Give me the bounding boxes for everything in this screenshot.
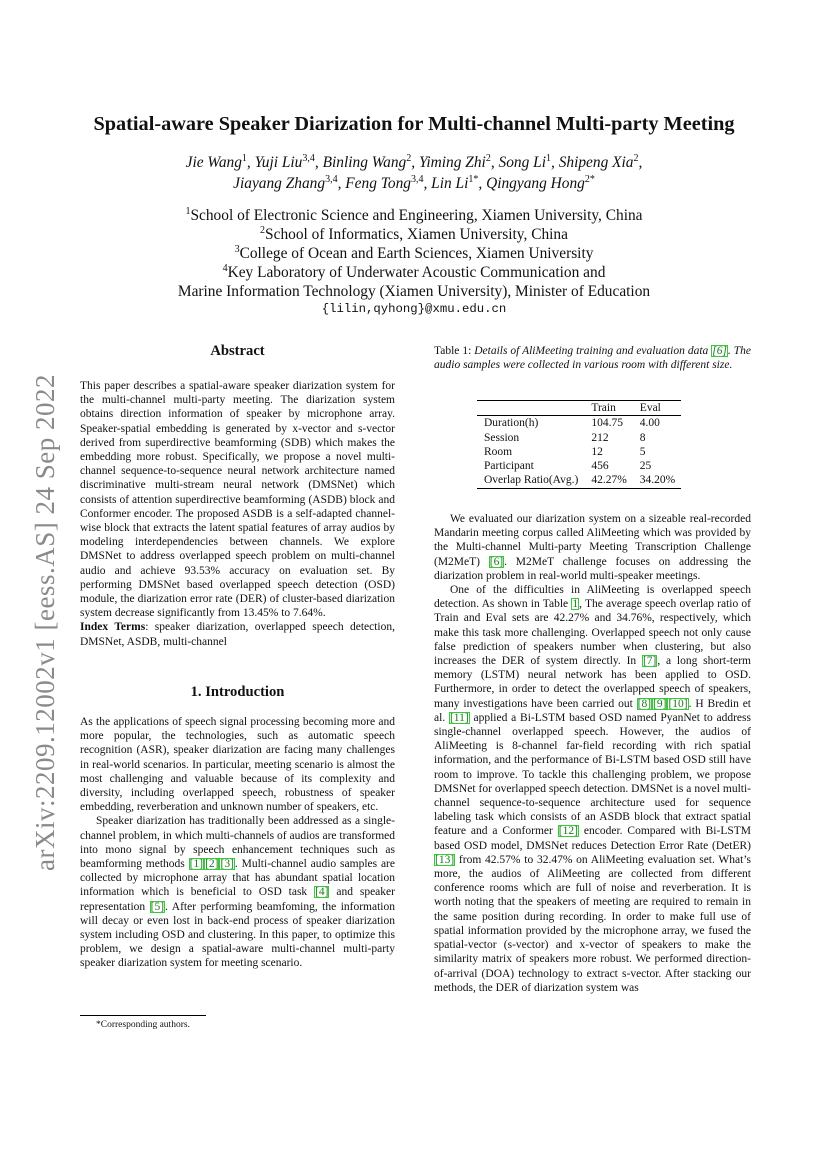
footnote: *Corresponding authors.: [96, 1020, 190, 1030]
affiliation: $^1$School of Electronic Science and Engineering, Xiamen University, China: [185, 205, 643, 224]
table-row: Session 212 8: [484, 431, 646, 444]
citation-link[interactable]: [5]: [150, 900, 165, 913]
citation-link[interactable]: [3]: [220, 858, 234, 871]
abstract-body: [80, 379, 395, 649]
affiliations: [100, 206, 728, 301]
table-row: Room 12 5: [484, 445, 646, 458]
author: Binling Wang$^2$: [322, 152, 412, 171]
index-terms-label: Index Terms: [80, 621, 146, 634]
author: Song Li$^1$: [498, 152, 551, 171]
author: Yuji Liu$^{3,4}$: [254, 152, 315, 171]
citation-link[interactable]: [2]: [205, 858, 219, 871]
table-header-row: [477, 401, 681, 416]
arxiv-stamp: [8, 355, 68, 875]
citation-link[interactable]: [7]: [642, 655, 657, 668]
affiliation: Marine Information Technology (Xiamen University), Minister of Education: [177, 283, 651, 300]
footnote-rule: [80, 1015, 206, 1016]
index-terms: Index Terms: speaker diarization, overlapped speech detection, DMSNet, ASDB, multi-channel: [80, 621, 395, 648]
citation-link[interactable]: [6]: [489, 555, 504, 568]
table-row: Overlap Ratio(Avg.) 42.27% 34.20%: [477, 473, 681, 488]
citation-link[interactable]: [1]: [189, 858, 204, 871]
author: Yiming Zhi$^2$: [418, 152, 491, 171]
column-header: Train: [591, 402, 616, 414]
paper-title: Spatial-aware Speaker Diarization for Multi-channel Multi-party Meeting: [93, 113, 735, 135]
author: Feng Tong$^{3,4}$: [345, 173, 424, 192]
body-paragraph: One of the difficulties in AliMeeting is overlapped speech detection. As shown in Table 1, The average speech overlap ratio of Train and Eval sets are 42.27% and 34.76%, respectively, which make this task more challenging. Overlapped speech not only cause false prediction of speakers number when clustering, but also increases the DER of system directly. In [7], a long short-term memory (LSTM) neural network has been applied to OSD. Furthermore, in order to detect the overlapped speech of speakers, many investigations have been carried out [8] [9] [10]. H Bredin et al. [11] applied a Bi-LSTM based OSD named PyanNet to address single-channel overlapped speech. However, the audios of AliMeeting is 8-channel far-field recording with rich spatial information, and the performance of Bi-LSTM based OSD still have room to improve. To tackle this challenging problem, we propose DMSNet for overlapped speech detection. DMSNet is a novel multi-channel sequence-to-sequence architecture used for sequence labeling task which consists of an ASDB block that extract spatial feature and a Conformer [12] encoder. Compared with Bi-LSTM based OSD model, DMSNet reduces Detection Error Rate (DetER) [13] from 42.57% to 32.47% on AliMeeting evaluation set. What’s more, the audios of AliMeeting are collected from different conference rooms which are full of noise and reverberation. It is worth noting that the speakers of meeting are required to remain in the same position during recording. In order to make full use of spatial information provided by the microphone array, we fused the spatial-vector (s-vector) and x-vector of speakers to make the similarity matrix of speakers more robust. We performed direction-of-arrival (DOA) technology to extract s-vector. After stacking our methods, the DER of diarization system was: [434, 584, 752, 994]
citation-link[interactable]: [11]: [449, 711, 469, 724]
citation-link[interactable]: [6]: [712, 345, 727, 357]
citation-link[interactable]: [13]: [435, 853, 455, 866]
author: Jiayang Zhang$^{3,4}$: [233, 173, 338, 192]
author: Lin $Li^{1*}$: [431, 173, 479, 192]
author-list: Jie Wang$^1$, Yuji Liu$^{3,4}$, Binling Wang$^2$, Yiming Zhi$^2$, Song Li$^1$, Shipeng Xia$^2$, Jiayang Zhang$^{3,4}$, Feng Tong$^{3,4}$, Lin $Li^{1*}$, Qingyang Hong$^{2*}$: [185, 152, 643, 192]
intro-heading: 1. Introduction: [190, 684, 285, 700]
affiliation: $^2$School of Informatics, Xiamen University, China: [260, 224, 568, 243]
arxiv-id: arXiv:2209.12002v1 [eess.AS] 24 Sep 2022: [30, 374, 60, 871]
citation-link[interactable]: [8]: [637, 697, 652, 710]
table-row: Duration(h) 104.75 4.00: [484, 417, 660, 430]
table-row: Participant 456 25: [484, 460, 652, 473]
intro-paragraph: Speaker diarization has traditionally been addressed as a single-channel problem, in which multi-channels of audios are transformed into mono signal by speech enhancement techniques such as beamforming methods [1] [2] [3]. Multi-channel audio samples are collected by microphone array that has abundant spatial location information which is beneficial to OSD task [4] and speaker representation [5]. After performing beamfoming, the information will decay or even lost in back-end process of speaker diarization system including OSD and clustering. In this paper, to optimize this problem, we design a spatial-aware multi-channel multi-party speaker diarization system for meeting scenario.: [80, 815, 395, 970]
column-header: [477, 401, 584, 416]
abstract-heading: Abstract: [210, 343, 265, 359]
author: Jie Wang$^1$: [185, 152, 247, 171]
citation-link[interactable]: [9]: [653, 697, 667, 710]
affiliation: $^4$Key Laboratory of Underwater Acoustic Communication and: [222, 262, 606, 281]
contact-email: {lilin,qyhong}@xmu.edu.cn: [321, 302, 507, 316]
body-paragraph: We evaluated our diarization system on a sizeable real-recorded Mandarin meeting corpus called AliMeeting which was provided by the Multi-channel Multi-party Meeting Transcription Challenge (M2MeT) [6]. M2MeT challenge focuses on addressing the diarization problem in real-world multi-speaker meetings.: [434, 513, 751, 582]
right-column-body: [434, 512, 751, 995]
intro-body: [80, 715, 395, 971]
column-header: Eval: [639, 402, 661, 414]
citation-link[interactable]: [10]: [668, 697, 688, 710]
intro-paragraph: As the applications of speech signal processing becoming more and more popular, the technologies, such as automatic speech recognition (ASR), speaker diarization are facing many challenges in real-world scenarios. In particular, meeting scenario is almost the most challenging and valuable because of its complexity and diversity, including overlapped speech, robustness of speaker embedding, reverberation and unknown number of speakers, etc.: [80, 716, 395, 814]
citation-link[interactable]: [4]: [315, 886, 329, 899]
data-table: [477, 400, 681, 489]
affiliation: $^3$College of Ocean and Earth Sciences, Xiamen University: [234, 243, 594, 262]
author: Shipeng Xia$^2$: [558, 152, 639, 171]
citation-link[interactable]: [12]: [558, 825, 578, 838]
table-reference-link[interactable]: 1: [572, 598, 579, 611]
table-caption: Table 1: Details of AliMeeting training and evaluation data [6]. The audio samples were collected in various room with different size.: [434, 345, 751, 372]
abstract-text: This paper describes a spatial-aware speaker diarization system for the multi-channel multi-party meeting. The diarization system obtains direction information of speaker by microphone array. Speaker-spatial embedding is generated by x-vector and s-vector derived from superdirective beamforming (SDB) which makes the embedding more robust. Specifically, we propose a novel multi-channel sequence-to-sequence neural network architecture named discriminative multi-stream neural network (DMSNet) which consists of attention superdirective beamforming (ASDB) block and Conformer encoder. The proposed ASDB is a self-adapted channel-wise block that extracts the latent spatial features of array audios by modeling interdependencies between channels. We explore DMSNet to address overlapped speech problem on multi-channel audio and achieve 93.53% accuracy on evaluation set. By performing DMSNet based overlapped speech detection (OSD) module, the diarization error rate (DER) of cluster-based diarization system decrease significantly from 13.45% to 7.64%.: [80, 380, 395, 620]
author: Qingyang Hong$^{2*}$: [486, 173, 595, 192]
